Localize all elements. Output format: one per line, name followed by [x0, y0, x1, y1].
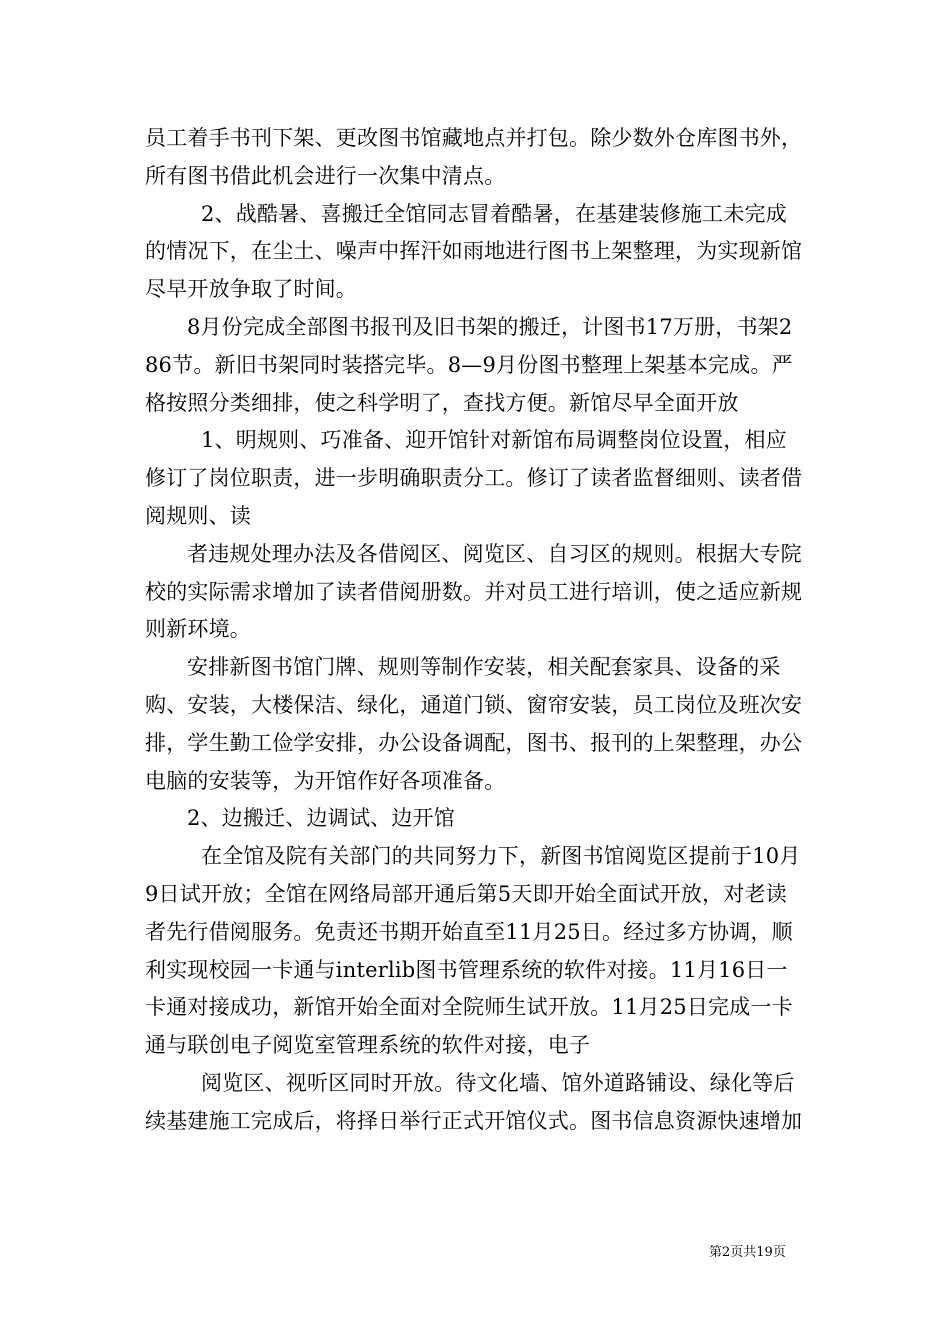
paragraph-heat-relocation: 2、战酷暑、喜搬迁全馆同志冒着酷暑，在基建装修施工未完成的情况下，在尘土、噪声中挥汗如雨地进行图书上架整理，为实现新馆尽早开放争取了时间。 — [145, 201, 803, 302]
paragraph-arrangements: 安排新图书馆门牌、规则等制作安装，相关配套家具、设备的采购、安装，大楼保洁、绿化，通道门锁、窗帘安装，员工岗位及班次安排，学生勤工俭学安排，办公设备调配，图书、报刊的上架整理，办公电脑的安装等，为开馆作好各项准备。 — [145, 655, 803, 793]
paragraph-trial-opening: 在全馆及院有关部门的共同努力下，新图书馆阅览区提前于10月9日试开放；全馆在网络局部开通后第5天即开始全面试开放，对老读者先行借阅服务。免责还书期开始直至11月25日。经过多方协调，顺利实现校园一卡通与interlib图书管理系统的软件对接。11月16日一卡通对接成功，新馆开始全面对全院师生试开放。11月25日完成一卡通与联创电子阅览室管理系统的软件对接，电子 — [145, 844, 801, 1058]
section-heading-opening: 2、边搬迁、边调试、边开馆 — [187, 806, 455, 831]
paragraph-rules-preparation: 1、明规则、巧准备、迎开馆针对新馆布局调整岗位设置，相应修订了岗位职责，进一步明确职责分工。修订了读者监督细则、读者借阅规则、读 — [145, 428, 803, 528]
paragraph-staff-packing: 员工着手书刊下架、更改图书馆藏地点并打包。除少数外仓库图书外，所有图书借此机会进行一次集中清点。 — [145, 126, 803, 188]
paragraph-reader-rules: 者违规处理办法及各借阅区、阅览区、自习区的规则。根据大专院校的实际需求增加了读者借阅册数。并对员工进行培训，使之适应新规则新环境。 — [145, 541, 803, 642]
paragraph-august-move: 8月份完成全部图书报刊及旧书架的搬迁，计图书17万册，书架286节。新旧书架同时装搭完毕。8—9月份图书整理上架基本完成。严格按照分类细排，使之科学明了，查找方便。新馆尽早全面开放 — [145, 314, 793, 415]
paragraph-formal-opening: 阅览区、视听区同时开放。待文化墙、馆外道路铺设、绿化等后续基建施工完成后，将择日举行正式开馆仪式。图书信息资源快速增加 — [145, 1070, 803, 1133]
document-body — [145, 120, 805, 1141]
page-number-footer: 第2页共19页 — [709, 1245, 786, 1260]
